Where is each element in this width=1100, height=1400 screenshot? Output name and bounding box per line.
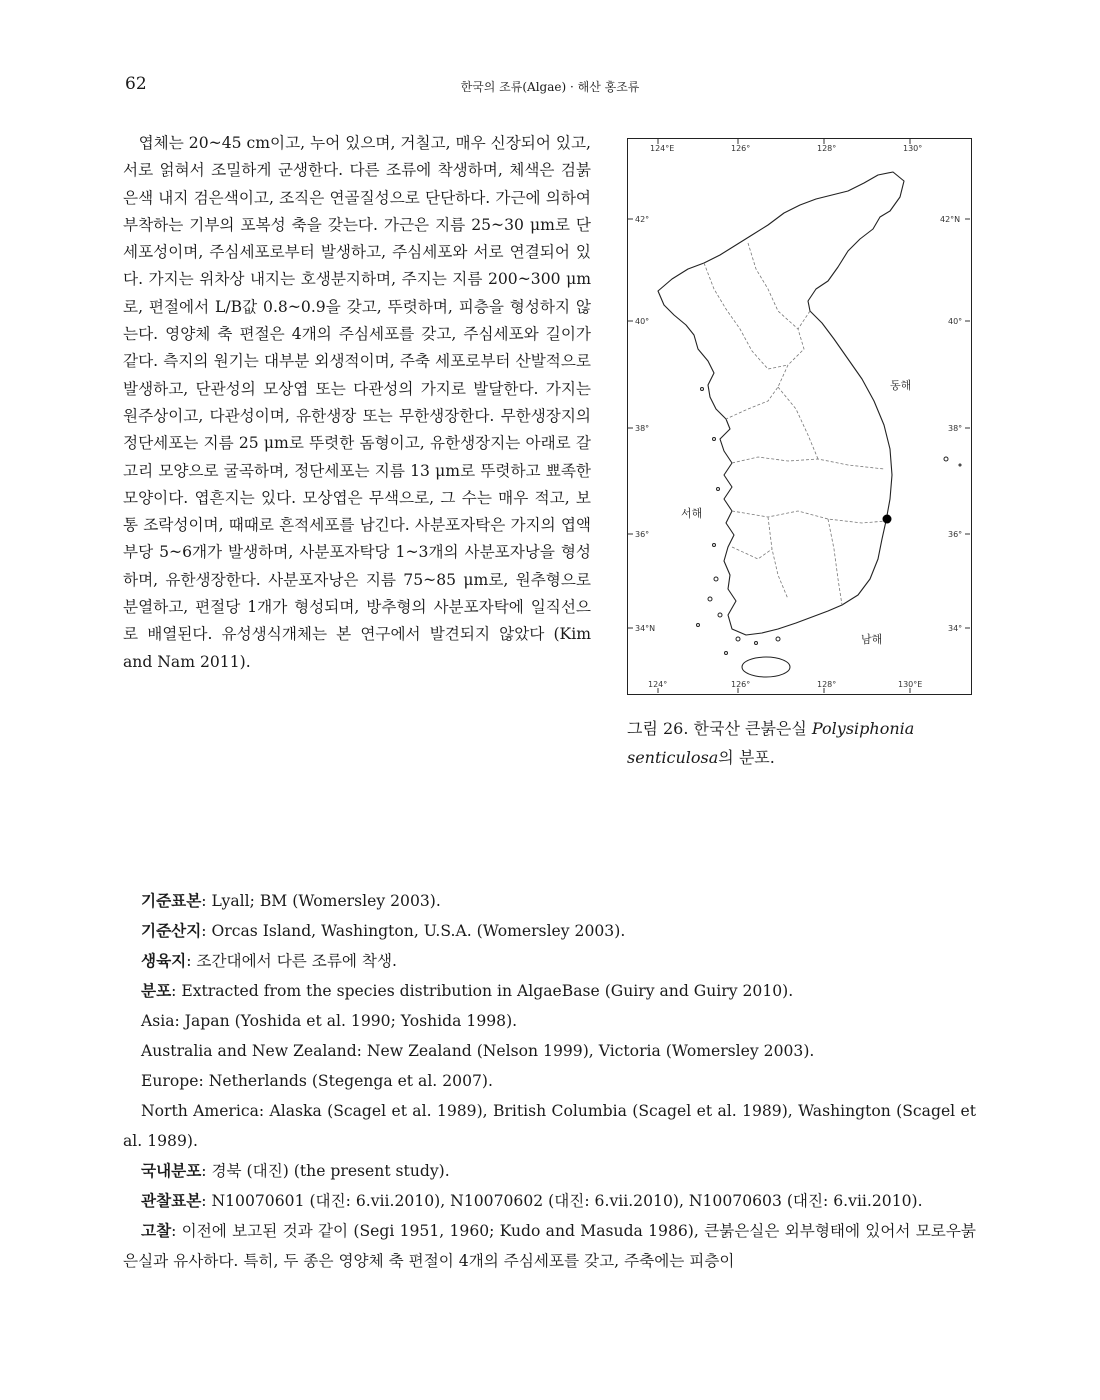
- section-text: : Extracted from the species distribution in AlgaeBase (Guiry and Guiry 2010).: [171, 982, 794, 1000]
- section-remarks: [123, 1216, 976, 1276]
- lon-label-bottom-3: 128°: [817, 680, 837, 689]
- figure-caption: [627, 714, 977, 772]
- section-text: : N10070601 (대진: 6.vii.2010), N10070602 (대진: 6.vii.2010), N10070603 (대진: 6.vii.2010).: [201, 1192, 923, 1210]
- collection-site-marker: [883, 515, 892, 524]
- section-label: 고찰: [141, 1221, 172, 1240]
- lat-label-right-1: 42°N: [940, 215, 961, 224]
- section-label: 기준표본: [141, 891, 202, 910]
- section-text: : 경북 (대진) (the present study).: [201, 1162, 450, 1180]
- lat-label-left-3: 38°: [635, 424, 650, 433]
- section-habitat: [123, 946, 976, 976]
- lat-label-left-5: 34°N: [635, 624, 656, 633]
- lon-label-top-4: 130°: [903, 144, 923, 153]
- running-title: 한국의 조류(Algae) · 해산 홍조류: [460, 80, 640, 94]
- lat-label-left-4: 36°: [635, 530, 650, 539]
- section-text: : 이전에 보고된 것과 같이 (Segi 1951, 1960; Kudo and Masuda 1986), 큰붉은실은 외부형태에 있어서 모로우붉은실과 유사하다. 특히, 두 종은 영양체 축 편절이 4개의 주심세포를 갖고, 주축에는 피층이: [123, 1222, 976, 1270]
- section-distribution: [123, 976, 976, 1006]
- caption-epithet: senticulosa: [627, 748, 719, 767]
- section-type-locality: [123, 916, 976, 946]
- lon-label-bottom-2: 126°: [731, 680, 751, 689]
- caption-prefix: 그림 26. 한국산 큰붉은실: [627, 719, 812, 738]
- section-label: 기준산지: [141, 921, 202, 940]
- section-label: 분포: [141, 981, 172, 1000]
- distribution-asia: [123, 1006, 976, 1036]
- lat-label-right-3: 38°: [948, 424, 963, 433]
- section-text: : Orcas Island, Washington, U.S.A. (Womersley 2003).: [201, 922, 626, 940]
- lat-label-left-2: 40°: [635, 317, 650, 326]
- map-svg: [628, 139, 970, 693]
- lon-label-top-2: 126°: [731, 144, 751, 153]
- lon-label-bottom-1: 124°: [648, 680, 668, 689]
- section-label: 생육지: [141, 951, 187, 970]
- section-text: Australia and New Zealand: New Zealand (Nelson 1999), Victoria (Womersley 2003).: [141, 1042, 815, 1060]
- section-korean-distribution: [123, 1156, 976, 1186]
- distribution-europe: [123, 1066, 976, 1096]
- section-text: Europe: Netherlands (Stegenga et al. 2007).: [141, 1072, 493, 1090]
- species-description: 엽체는 20~45 cm이고, 누어 있으며, 거칠고, 매우 신장되어 있고, 서로 얽혀서 조밀하게 군생한다. 다른 조류에 착생하며, 체색은 검붉은색 내지 검은색이고, 조직은 연골질성으로 단단하다. 가근에 의하여 부착하는 기부의 포복성 축을 갖는다. 가근은 지름 25~30 μm로 단세포성이며, 주심세포로부터 발생하고, 주심세포와 서로 연결되어 있다. 가지는 위차상 내지는 호생분지하며, 주지는 지름 200~300 μm로, 편절에서 L/B값 0.8~0.9을 갖고, 뚜렷하며, 피층을 형성하지 않는다. 영양체 축 편절은 4개의 주심세포를 갖고, 주심세포와 길이가 같다. 측지의 원기는 대부분 외생적이며, 주축 세포로부터 산발적으로 발생하고, 단관성의 모상엽 또는 다관성의 가지로 발달한다. 가지는 원주상이고, 다관성이며, 유한생장 또는 무한생장한다. 무한생장지의 정단세포는 지름 25 μm로 뚜렷한 돔형이고, 유한생장지는 아래로 갈고리 모양으로 굴곡하며, 정단세포는 지름 13 μm로 뚜렷하고 뾰족한 모양이다. 엽흔지는 있다. 모상엽은 무색으로, 그 수는 매우 적고, 보통 조락성이며, 때때로 흔적세포를 남긴다. 사분포자탁은 가지의 엽액부당 5~6개가 발생하며, 사분포자탁당 1~3개의 사분포자낭을 형성하며, 유한생장한다. 사분포자낭은 지름 75~85 μm로, 원추형으로 분열하고, 편절당 1개가 형성되며, 방추형의 사분포자탁에 일직선으로 배열된다. 유성생식개체는 본 연구에서 발견되지 않았다 (Kim and Nam 2011).: [123, 134, 591, 671]
- lat-label-left-1: 42°: [635, 215, 650, 224]
- lon-label-top-3: 128°: [817, 144, 837, 153]
- distribution-map: [627, 138, 972, 695]
- section-text: : Lyall; BM (Womersley 2003).: [201, 892, 441, 910]
- sea-label-south: 남해: [861, 633, 883, 646]
- distribution-north-america: [123, 1096, 976, 1156]
- species-sections: [123, 886, 976, 1276]
- page-number: 62: [125, 74, 147, 94]
- lat-label-right-4: 36°: [948, 530, 963, 539]
- lat-label-right-2: 40°: [948, 317, 963, 326]
- lat-label-right-5: 34°: [948, 624, 963, 633]
- section-text: : 조간대에서 다른 조류에 착생.: [186, 952, 398, 970]
- section-text: North America: Alaska (Scagel et al. 1989), British Columbia (Scagel et al. 1989), Washington (Scagel et al. 1989).: [123, 1102, 976, 1150]
- sea-label-west: 서해: [681, 507, 703, 520]
- section-text: Asia: Japan (Yoshida et al. 1990; Yoshida 1998).: [141, 1012, 518, 1030]
- lon-label-top-1: 124°E: [650, 144, 675, 153]
- lon-label-bottom-4: 130°E: [898, 680, 923, 689]
- caption-suffix: 의 분포.: [718, 748, 775, 767]
- caption-genus: Polysiphonia: [811, 719, 915, 738]
- coastline: [658, 172, 904, 635]
- section-label: 국내분포: [141, 1161, 202, 1180]
- section-label: 관찰표본: [141, 1191, 202, 1210]
- distribution-australia-nz: [123, 1036, 976, 1066]
- section-specimens-examined: [123, 1186, 976, 1216]
- section-type-specimen: [123, 886, 976, 916]
- sea-label-east: 동해: [890, 379, 912, 392]
